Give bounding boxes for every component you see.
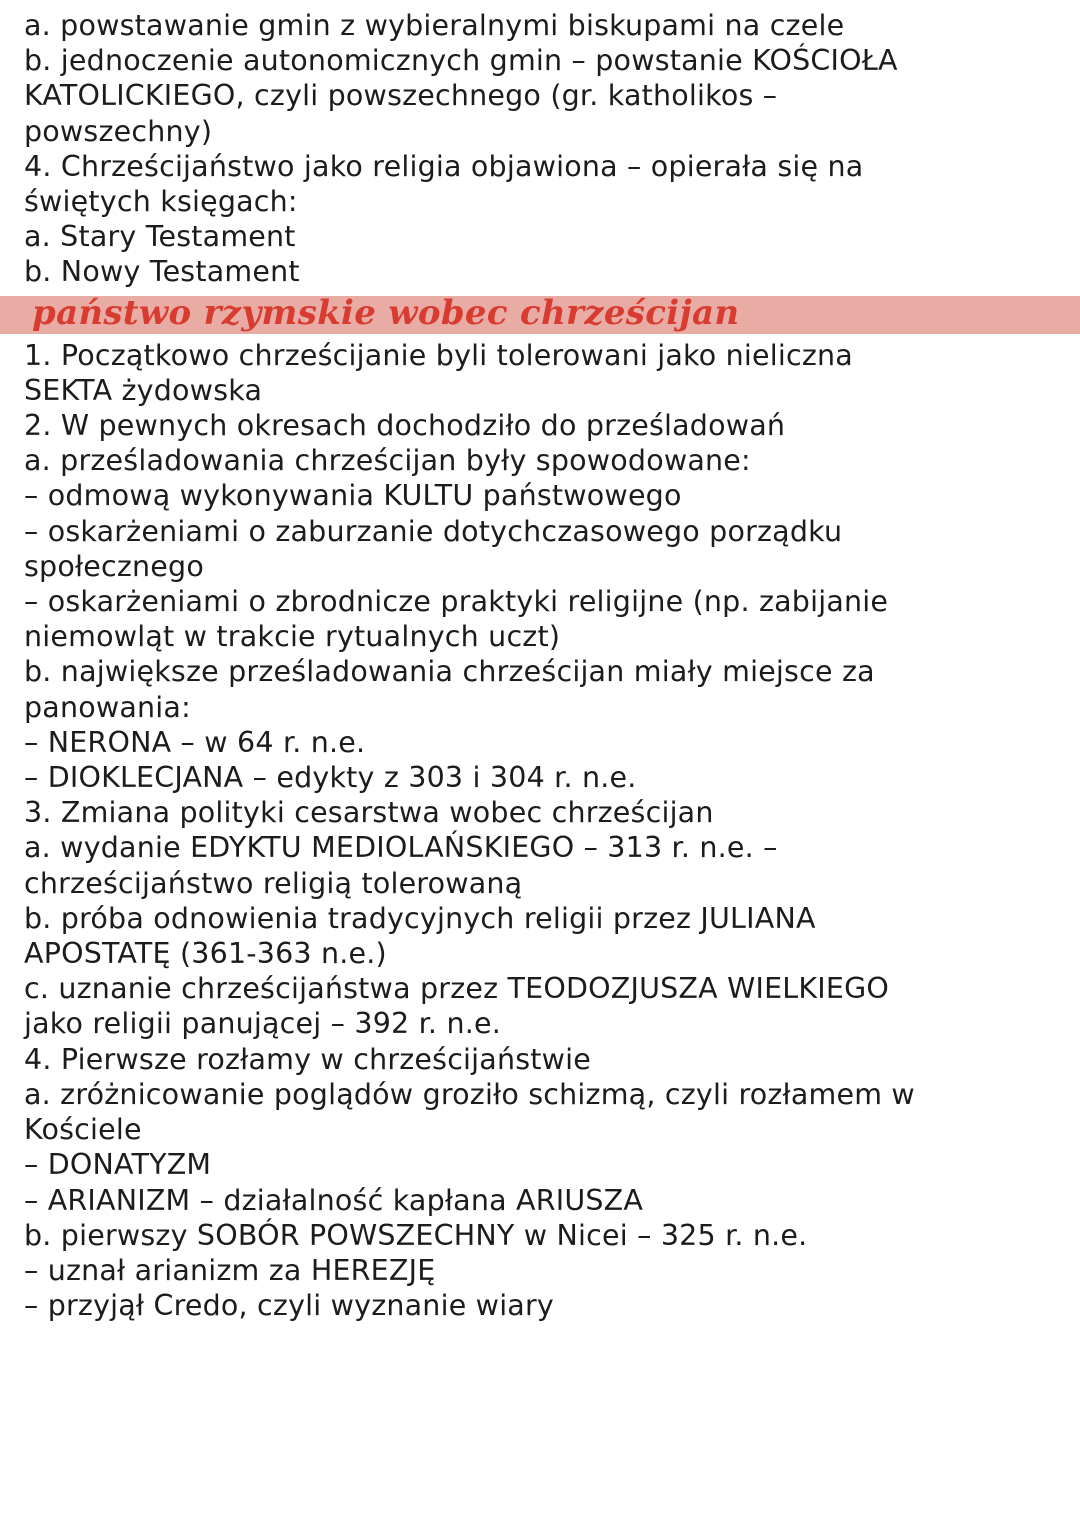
text-line: KATOLICKIEGO, czyli powszechnego (gr. katholikos –: [24, 79, 778, 113]
text-line: a. powstawanie gmin z wybieralnymi biskupami na czele: [24, 9, 845, 42]
text-line: – oskarżeniami o zaburzanie dotychczasowego porządku: [24, 514, 843, 548]
text-line: a. wydanie EDYKTU MEDIOLAŃSKIEGO – 313 r. n.e. –: [24, 831, 778, 865]
text-line: – DIOKLECJANA – edykty z 303 i 304 r. n.e.: [24, 761, 637, 795]
notes-page: [0, 8, 1080, 1323]
text-line: powszechny): [24, 114, 213, 148]
text-line: Kościele: [24, 1113, 142, 1147]
text-line: a. zróżnicowanie poglądów groziło schizmą, czyli rozłamem w: [24, 1077, 915, 1111]
text-line: c. uznanie chrześcijaństwa przez TEODOZJUSZA WIELKIEGO: [24, 972, 889, 1006]
text-line: jako religii panującej – 392 r. n.e.: [24, 1007, 501, 1041]
text-line: a. prześladowania chrześcijan były spowodowane:: [24, 444, 751, 478]
section-body: [0, 338, 1080, 1324]
text-line: społecznego: [24, 549, 204, 583]
section-heading: państwo rzymskie wobec chrześcijan: [32, 292, 740, 333]
text-line: 4. Pierwsze rozłamy w chrześcijaństwie: [24, 1042, 592, 1076]
text-line: – przyjął Credo, czyli wyznanie wiary: [24, 1289, 554, 1323]
text-line: APOSTATĘ (361-363 n.e.): [24, 937, 387, 971]
text-line: a. Stary Testament: [24, 220, 296, 254]
text-line: 3. Zmiana polityki cesarstwa wobec chrześcijan: [24, 796, 714, 830]
text-line: b. największe prześladowania chrześcijan miały miejsce za: [24, 655, 875, 689]
text-line: SEKTA żydowska: [24, 373, 263, 407]
text-line: 4. Chrześcijaństwo jako religia objawiona – opierała się na: [24, 149, 864, 183]
text-line: – odmową wykonywania KULTU państwowego: [24, 479, 682, 513]
text-line: niemowląt w trakcie rytualnych uczt): [24, 620, 561, 654]
text-line: – NERONA – w 64 r. n.e.: [24, 725, 366, 759]
text-line: chrześcijaństwo religią tolerowaną: [24, 866, 523, 900]
intro-block: [0, 8, 1080, 290]
section-heading-band: [0, 292, 1080, 334]
text-line: – oskarżeniami o zbrodnicze praktyki religijne (np. zabijanie: [24, 585, 889, 619]
text-line: 1. Początkowo chrześcijanie byli tolerowani jako nieliczna: [24, 338, 853, 372]
text-line: – uznał arianizm za HEREZJĘ: [24, 1253, 436, 1287]
text-line: świętych księgach:: [24, 185, 298, 219]
text-line: panowania:: [24, 690, 191, 724]
text-line: b. Nowy Testament: [24, 255, 300, 289]
text-line: – ARIANIZM – działalność kapłana ARIUSZA: [24, 1183, 644, 1217]
text-line: b. próba odnowienia tradycyjnych religii przez JULIANA: [24, 901, 816, 935]
text-line: b. pierwszy SOBÓR POWSZECHNY w Nicei – 325 r. n.e.: [24, 1218, 808, 1252]
text-line: b. jednoczenie autonomicznych gmin – powstanie KOŚCIOŁA: [24, 44, 898, 78]
text-line: – DONATYZM: [24, 1148, 212, 1182]
text-line: 2. W pewnych okresach dochodziło do prześladowań: [24, 409, 786, 443]
